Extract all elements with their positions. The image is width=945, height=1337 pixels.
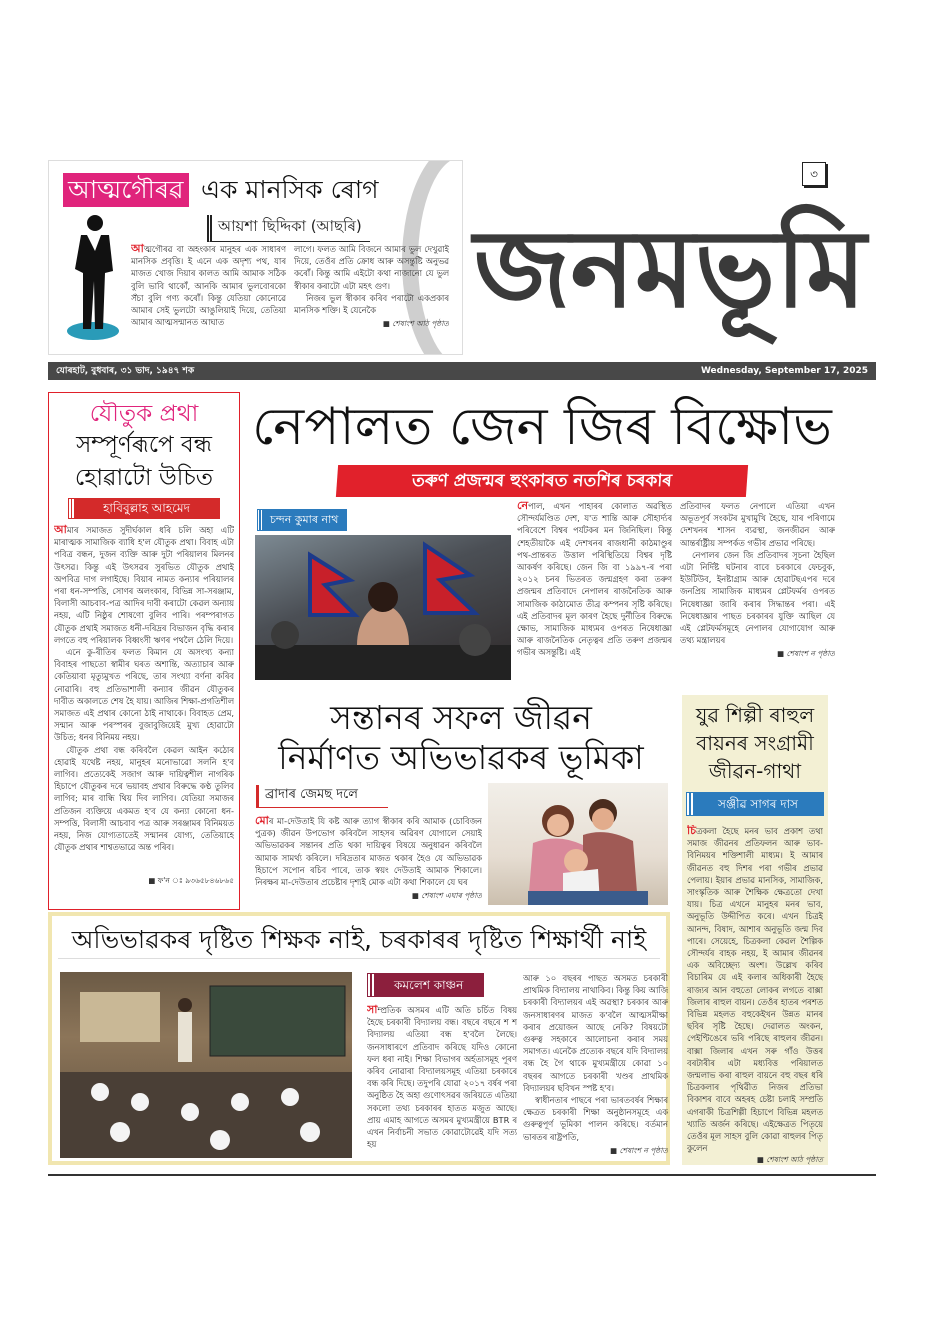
page-number: ৩ <box>802 162 826 186</box>
article-text: নেপালৰ জেন জি প্ৰতিবাদৰ সূচনা হৈছিল এটা নিৰ্দিষ্ট ঘটনাৰ বাবে চৰকাৰে ফেচবুক, ইউটিউব, ইনষ্টাগ্ৰাম আৰু হোৱাটছএপৰ দৰে জনপ্ৰিয় সামাজিক মাধ্যমৰ প্লেটফৰ্মৰ ওপৰত নিষেধাজ্ঞা জাৰি কৰাৰ সিদ্ধান্তৰ পৰা। এই নিষেধাজ্ঞাৰ পাছত চৰকাৰৰ যুক্তি আছিল যে এই প্লেটফৰ্মসমূহে নেপালৰ যোগাযোগ আৰু তথ্য মন্ত্ৰালয়ৰ <box>680 549 835 646</box>
top-feature-article <box>48 160 463 355</box>
dowry-article <box>48 392 240 910</box>
article-text: নিজৰ ভুল স্বীকাৰ কৰিব পৰাটো একপ্ৰকাৰ মানসিক শক্তি। ই যেনেকৈ <box>294 292 449 316</box>
article-headline <box>252 698 670 778</box>
classroom-illustration <box>60 972 352 1158</box>
article-byline: আয়শা ছিদ্দিকা (আছৰি) <box>207 215 370 242</box>
protest-illustration <box>255 535 511 680</box>
article-kicker: আত্মগৌৰৱ <box>63 173 189 207</box>
article-body <box>255 815 482 908</box>
article-text: যৌতুক প্ৰথা বন্ধ কৰিবলৈ কেৱল আইন কঠোৰ হোৱাই যথেষ্ট নহয়, মানুহৰ মনোভাৱো সলনি হ'ব লাগিব। প্ৰত্যেকেই সজাগ আৰু দায়িত্বশীল নাগৰিক হিচাপে যৌতুকৰ দৰে ভয়াবহ প্ৰথাৰ বিৰুদ্ধে কণ্ঠ তুলিব লাগিব; মাৰ বান্ধি থিয় দিব লাগিব। যেতিয়া সমাজৰ প্ৰতিজন ব্যক্তিয়ে একমত হ'ব যে কন্যা কোনো ধন-সম্পত্তি, বিলাসী আচবাব পত্ৰ আৰু সৰঞ্জামৰ বিনিময়ত নহয়, নিজ যোগ্যতাতেই সন্মানৰ যোগ্য, তেতিয়াহে যৌতুক প্ৰথাৰ শাশ্বতভাৱে অন্ত পৰিব। <box>54 744 234 853</box>
article-text: লাগে। ফলত আমি বিজনে আমাৰ ভুল দেখুৱাই দিয়ে, তেওঁৰ প্ৰতি ক্ৰোধ আৰু অসন্তুষ্টি অনুভৱ কৰোঁ। কিন্তু আমি এইটো কথা নাজানো যে ভুল স্বীকাৰ কৰাটো এটা মহৎ গুণ। <box>294 244 449 291</box>
article-byline: হাবিবুল্লাহ আহমেদ <box>69 499 219 518</box>
continued-note: ■ শেষাংশ আঠ পৃষ্ঠাত <box>687 1155 823 1167</box>
article-text: পাল, এখন পাহাৰৰ কোলাত অৱস্থিত সৌন্দৰ্যমণ্ডিত দেশ, য'ত শান্তি আৰু সৌহাৰ্দ্যৰ পৰিবেশে বিশ্বৰ পৰ্যটকৰ মন জিনিছিল। কিন্তু শেহতীয়াকৈ এই দেশখনৰ ৰাজধানী কাঠমাণ্ডুৰ পথ-প্ৰান্তৰত উত্তাল পৰিস্থিতিয়ে বিশ্বৰ দৃষ্টি আকৰ্ষণ কৰিছে। জেন জি বা ১৯৯৭-ৰ পৰা ২০১২ চনৰ ভিতৰত জন্মগ্ৰহণ কৰা তৰুণ প্ৰজন্মৰ প্ৰতিবাদে নেপালৰ ৰাজনৈতিক আৰু সামাজিক কাঠামোত তীব্ৰ কম্পনৰ সৃষ্টি কৰিছে। এই প্ৰতিবাদৰ মূল কাৰণ হৈছে দুৰ্নীতিৰ বিৰুদ্ধে ক্ষোভ, সামাজিক মাধ্যমৰ ওপৰত নিষেধাজ্ঞা আৰু ৰাজনৈতিক নেতৃত্বৰ প্ৰতি তৰুণ প্ৰজন্মৰ গভীৰ অসন্তুষ্টি। এই <box>517 501 672 658</box>
drop-cap: মো <box>255 815 269 827</box>
drop-cap: আ <box>54 524 67 536</box>
main-headline: নেপালত জেন জিৰ বিক্ষোভ <box>252 397 832 457</box>
continued-note: ■ শেষাংশ এঘাৰ পৃষ্ঠাত <box>255 890 482 902</box>
drop-cap: আ <box>131 243 144 255</box>
article-column <box>523 972 668 1159</box>
article-column <box>367 1004 517 1159</box>
article-byline: ব্ৰাদাৰ জেমছ দলে <box>256 785 388 808</box>
article-column <box>680 500 835 682</box>
article-body <box>54 524 234 874</box>
article-text: মাৰ সমাজত সুদীৰ্ঘকাল ধৰি চলি অহা এটি মাৰাত্মক সামাজিক ব্যাধি হ'ল যৌতুক প্ৰথা। বিবাহ এটা পবিত্ৰ বন্ধন, দুজন ব্যক্তি আৰু দুটা পৰিয়ালৰ মিলনৰ উৎসৱ। কিন্তু এই উৎসৱৰ সুৰভিত যৌতুক প্ৰথাই অপবিত্ৰ দাগ লগাইছে। বিয়াৰ নামত কন্যাৰ পৰিয়ালৰ পৰা ধন-সম্পত্তি, সোণৰ অলংকাৰ, বিভিন্ন সা-সৰঞ্জাম, বিলাসী আচবাব-পত্ৰ আদিৰ দাবী কৰাটো কেৱল অন্যায় নহয়, এটি নিষ্ঠুৰ শোষণো বুলিব পাৰি। পৰম্পৰাগত যৌতুক প্ৰথাই সমাজত ধনী-দৰিদ্ৰৰ বিভাজন বৃদ্ধি কৰাৰ লগতে বহু পৰিয়ালক বিধ্বংসী ঋণৰ পথলৈ ঠেলি দিয়ে। <box>54 525 234 645</box>
author-phone: ■ ফ'ন ঃ ৯৩৬৫৮৪৬৮৬৫ <box>54 876 234 888</box>
continued-note: ■ শেষাংশ ন পৃষ্ঠাত <box>523 1145 668 1157</box>
headline-line: নিৰ্মাণত অভিভাৱকৰ ভূমিকা <box>278 738 644 777</box>
headline-line: সন্তানৰ সফল জীৱন <box>330 698 592 737</box>
school-article <box>48 912 670 1165</box>
article-headline: সম্পূৰ্ণৰূপে বন্ধ হোৱাটো উচিত <box>74 432 214 491</box>
dateline-bar <box>48 362 876 380</box>
drop-cap: চি <box>687 825 697 837</box>
family-illustration <box>488 783 668 905</box>
article-text: ৰ মা-দেউতাই যি কষ্ট আৰু ত্যাগ স্বীকাৰ কৰি আমাক (চোবিজন পুত্ৰক) জীৱন উপভোগ কৰিবলৈ সাহসৰ অৱিৰণ যোগালে সেয়াই অভিভাৱকৰ সন্তানৰ প্ৰতি থকা দায়িত্বৰ বিষয়ে অনুধাৱন কৰিবলৈ আমাক সামৰ্থ্য কৰিলে। দৰিদ্ৰতাৰ মাজত থকাৰ হৈও যে অভিভাৱক হিচাপে সপোন ৰচিব পাৰে, তাক স্বয়ং দেউতাই আমাক শিকালে। নিৰক্ষৰ মা-দেউতাৰ প্ৰচেষ্টাৰ দৃশ্যই মোক এটা কথা শিকালে যে ঘৰ <box>255 816 482 888</box>
article-headline: এক মানসিক ৰোগ <box>201 175 379 204</box>
date-assamese: যোৰহাট, বুধবাৰ, ৩১ ভাদ, ১৯৪৭ শক <box>56 366 195 376</box>
continued-note: ■ শেষাংশ আঠ পৃষ্ঠাত <box>294 318 449 330</box>
article-text: ত্ৰকলা হৈছে মনৰ ভাব প্ৰকাশ তথা সমাজ জীৱনৰ প্ৰতিফলন আৰু ভাব-বিনিময়ৰ শক্তিশালী মাধ্যম। ই আমাৰ জীৱনত বহু দিশৰ পৰা গভীৰ প্ৰভাৱ পেলায়। ইয়াৰ প্ৰভাৱ মানসিক, সামাজিক, সাংস্কৃতিক আৰু শৈক্ষিক ক্ষেত্ৰতো দেখা যায়। চিত্ৰ এখনে মানুহৰ মনৰ ভাব, অনুভূতি উদ্দীপিত কৰে। এখন চিত্ৰই আনন্দ, বিষাদ, আশাৰ অনুভূতি জন্ম দিব পাৰে। সেয়েহে, চিত্ৰকলা কেৱল শৈল্পিক সৌন্দৰ্যৰ বাহক নহয়, ই আমাৰ জীৱনৰ এক অবিচ্ছেদ্য অংশ। উল্লেখ কৰিব বিচাৰিম যে এই কলাৰ অধিকাৰী হৈছে ৰাজ্যৰ আন বহুতো লোকৰ লগতে বাক্সা জিলাৰ ৰাহুল বায়ন। তেওঁৰ হাতৰ পৰশত বিভিন্ন মহলত বহুকেইখন উন্নত মানৰ ছবিৰ সৃষ্টি হৈছে। দেৱালত অংকন, পেইণ্টিঙেৰে ভৰি পৰিছে ৰাহুলৰ জীৱন। বাক্সা জিলাৰ এখন সৰু গাঁও উত্তৰ বৰটাৰীৰ এটা মধ্যবিত্ত পৰিয়ালত জন্মলাভ কৰা ৰাহুল বায়নে বহু বছৰ ধৰি চিত্ৰকলাৰ পৃথিৱীত নিজৰ প্ৰতিভা বিকাশৰ বাবে অহৰহ চেষ্টা চলাই সম্প্ৰতি এগৰাকী চিত্ৰশিল্পী হিচাপে বিভিন্ন মহলত খ্যাতি অৰ্জন কৰিছে। এইক্ষেত্ৰত পিতৃয়ে তেওঁৰ মূল সাহস বুলি কোৱা ৰাহুলৰ পিতৃ কুলেন <box>687 826 823 1153</box>
article-column <box>294 243 449 353</box>
article-kicker: যৌতুক প্ৰথা <box>89 401 199 427</box>
page-bottom-rule <box>48 1174 876 1176</box>
article-column <box>131 243 286 353</box>
article-text: স্বাধীনতাৰ পাছৰে পৰা ভাৰতবৰ্ষৰ শিক্ষাৰ ক্ষেত্ৰত চৰকাৰী শিক্ষা অনুষ্ঠানসমূহে এক গুৰুত্বপূৰ্ণ ভূমিকা পালন কৰিছে। বৰ্তমান ভাৰতৰ ৰাষ্ট্ৰপতি, <box>523 1095 668 1142</box>
artist-article <box>682 695 828 1165</box>
drop-cap: সা <box>367 1004 378 1016</box>
article-text: এনে কু-ৰীতিৰ ফলত কিমান যে অসংখ্য কন্যা বিবাহৰ পাছতো স্বামীৰ ঘৰত অশান্তি, অত্যাচাৰ আৰু কেতিয়াবা মৃত্যুমুখত পৰিছে, তাৰ সংখ্যা বৰ্ণনা কৰিব নোৱাৰি। বহু প্ৰতিভাশালী কন্যাৰ জীৱন যৌতুকৰ দাবীত অকালতে শেষ হৈ যায়। আজিৰ শিক্ষা-প্ৰগতিশীল সমাজত এই প্ৰথাৰ কোনো ঠাই নাথাকে। বিবাহত প্ৰেম, সন্মান আৰু পৰস্পৰৰ বুজাবুজিয়েই মুখ্য হোৱাটো উচিত; ধনৰ বিনিময় নহয়। <box>54 647 234 743</box>
article-byline: কমলেশ কাঞ্চন <box>368 974 483 996</box>
article-headline: অভিভাৱকৰ দৃষ্টিত শিক্ষক নাই, চৰকাৰৰ দৃষ্টিত শিক্ষাৰ্থী নাই <box>58 922 660 959</box>
article-body <box>687 825 823 1153</box>
family-photo <box>488 783 668 905</box>
businessman-illustration <box>63 211 123 341</box>
classroom-photo <box>60 972 352 1158</box>
newspaper-logo <box>462 188 878 348</box>
article-text: ম্প্ৰতিক অসমৰ এটি অতি চৰ্চিত বিষয় হৈছে চৰকাৰী বিদ্যালয় বন্ধ। বছৰে বছৰে শ শ বিদ্যালয় এতিয়া বন্ধ হ'বলৈ লৈছে। জনসাধাৰণে প্ৰতিবাদ কৰিছে যদিও কোনো ফল ধৰা নাই। শিক্ষা বিভাগৰ অৰ্হতাসমূহ পূৰণ কৰিব নোৱাৰা বিদ্যালয়সমূহ এতিয়া চৰকাৰে বন্ধ কৰি দিছে। তদুপৰি যোৱা ২০১৭ বৰ্ষৰ পৰা অনুষ্ঠিত হৈ অহা গুণোৎসৱৰ জৰিয়তে এতিয়া সকলো তথ্য চৰকাৰৰ হাতত মজুত আছে। প্ৰায় এমাহ আগতে অসমৰ মুখ্যমন্ত্ৰীয়ে BTR ৰ এখন নিৰ্বাচনী সভাত কোৱাটোৱেই যদি সত্য হয় <box>367 1005 517 1150</box>
sub-headline: তৰুণ প্ৰজন্মৰ হুংকাৰত নতশিৰ চৰকাৰ <box>336 465 748 497</box>
article-column <box>517 500 672 682</box>
article-byline: চন্দন কুমাৰ নাথ <box>258 510 346 530</box>
protest-photo <box>255 535 511 680</box>
continued-note: ■ শেষাংশ ন পৃষ্ঠাত <box>680 648 835 660</box>
date-english: Wednesday, September 17, 2025 <box>700 366 868 376</box>
article-text: ত্মগৌৰৱ বা অহংকাৰ মানুহৰ এক সাধাৰণ মানসিক প্ৰবৃত্তি। ই এনে এক অদৃশ্য পথ, যাৰ মাজত খোজ দিয়াৰ কালত আমি আমাক সঠিক বুলি ভাবি থাকোঁ, আনকি আমাৰ ভুলবোৰকো সঁচা বুলি গণ্য কৰোঁ। কিন্তু যেতিয়া কোনোৱে আমাৰ সেই ভুলটো আঙুলিয়াই দিয়ে, তেতিয়া আমাৰ আত্মসন্মানত আঘাত <box>131 244 286 328</box>
article-text: প্ৰতিবাদৰ ফলত নেপালে এতিয়া এখন অভূতপূৰ্ব সংকটৰ মুখামুখি হৈছে, যাৰ পৰিণামে দেশখনৰ শাসন ব্যৱস্থা, জনজীৱন আৰু আন্তৰ্ৰাষ্ট্ৰীয় সম্পৰ্কত গভীৰ প্ৰভাৱ পৰিছে। <box>680 501 835 548</box>
logo-text: জনমভূমি <box>473 207 867 332</box>
article-headline: যুৱ শিল্পী ৰাহুল বায়নৰ সংগ্ৰামী জীৱন-গাথা <box>695 703 815 783</box>
article-text: আৰু ১০ বছৰৰ পাছত অসমত চৰকাৰী প্ৰাথমিক বিদ্যালয় নাথাকিব। কিন্তু কিয় আজি চৰকাৰী বিদ্যালয়ৰ এই অৱস্থা? চৰকাৰ আৰু জনসাধাৰণৰ মাজত ক'বলৈ আত্মসমীক্ষা কৰাৰ প্ৰয়োজন আছে নেকি? বিষয়টো গুৰুত্ব সহকাৰে আলোচনা কৰাৰ সময় সমাগত। এনেকৈ প্ৰত্যেক বছৰে যদি বিদ্যালয় বন্ধ হৈ গৈ থাকে মুখ্যমন্ত্ৰীয়ে কোৱা ১০ বছৰৰ আগতে চৰকাৰী খণ্ডৰ প্ৰাথমিক বিদ্যালয়ৰ ছবিখন স্পষ্ট হ'ব। <box>523 973 668 1093</box>
drop-cap: নে <box>517 500 529 512</box>
article-byline: সঞ্জীৱ সাগৰ দাস <box>687 793 823 815</box>
